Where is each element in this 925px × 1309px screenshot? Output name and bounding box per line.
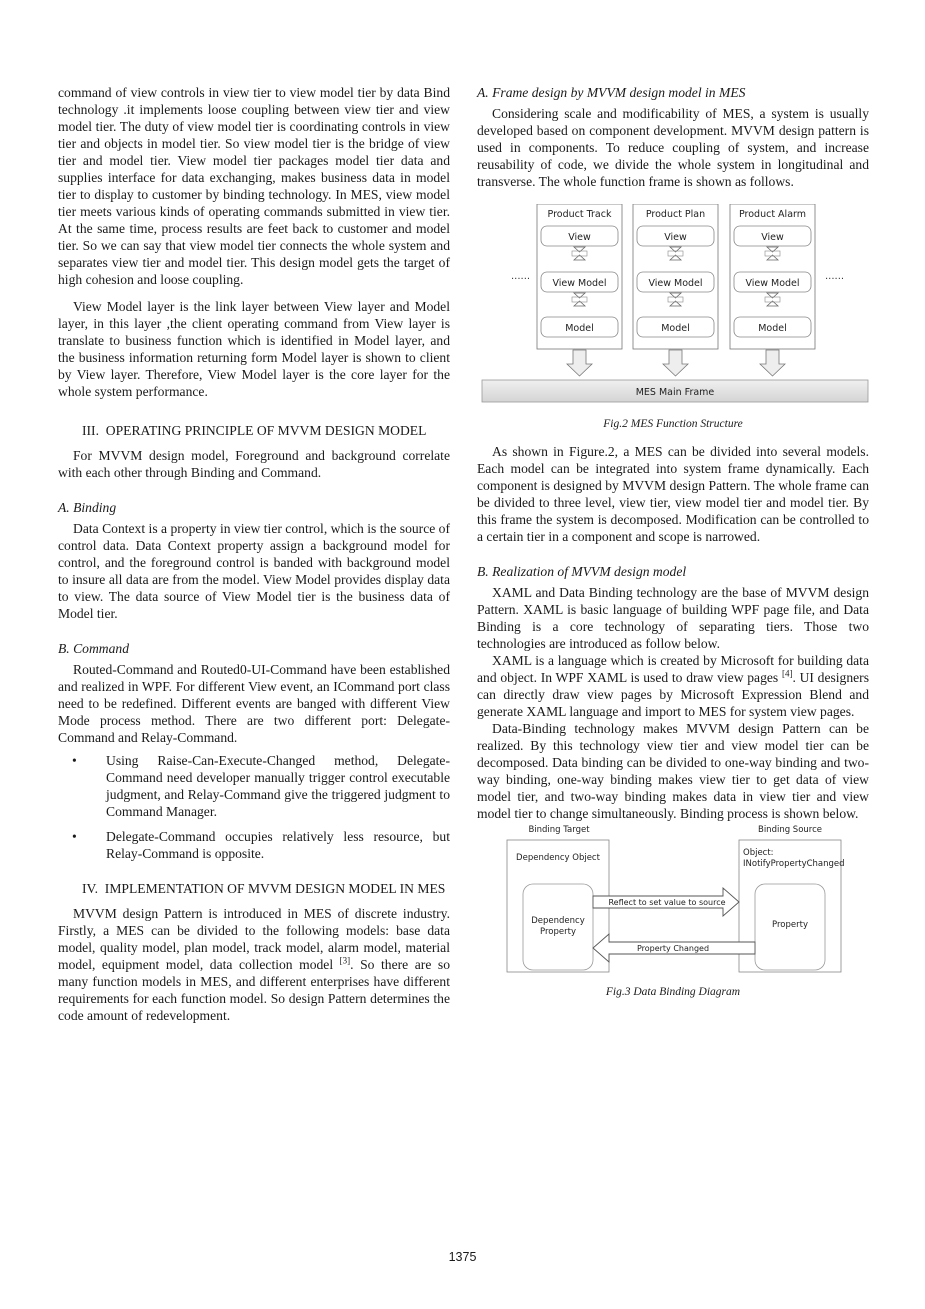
- paragraph: MVVM design Pattern is introduced in MES of discrete industry. Firstly, a MES can be divided to the following models: base data model, quality model, plan model, track model, alarm model, material model, equipment model, data collection model [3]. So there are so many function models in MES, and different enterprises have different requirements for each function model. So design Pattern determines the code amount of redevelopment.: [58, 906, 450, 1023]
- figure-caption: Fig.2 MES Function Structure: [603, 418, 743, 430]
- paragraph: command of view controls in view tier to view model tier by data Bind technology .it implements loose coupling between view tier and view model tier. The duty of view model tier is coordinating controls in view tier and objects in model tier. So view model tier is the bridge of view tier and model tier. View model tier packages model tier data and supplies interface for data exchanging, makes business data in model tier to display to customer by binding technology. In MES, view model tier meets various kinds of operating commands submitted in view tier. At the same time, process results are feet back to customer and model tier. So we can say that view model tier connects the whole system and separates view tier and model tier. This design model gets the target of high cohesion and loose coupling.: [58, 85, 450, 287]
- column-title: Product Plan: [645, 209, 706, 220]
- paragraph: Routed-Command and Routed0-UI-Command have been established and realized in WPF. For different View event, an ICommand port class need to be redefined. Different events are banged with different View Mode process method. There are two different port: Delegate-Command and Relay-Command.: [58, 662, 450, 745]
- object-label: Object:: [743, 848, 774, 858]
- diagram-data-binding: [477, 824, 869, 982]
- paragraph: XAML and Data Binding technology are the base of MVVM design Pattern. XAML is basic language of building WPF page file, and Data Binding is a core technology of separating tiers. Those two technologies are introduced as follow below.: [477, 585, 869, 651]
- figure-data-binding-diagram: [477, 824, 869, 982]
- section-heading-4: IV. IMPLEMENTATION OF MVVM DESIGN MODEL IN MES: [82, 881, 446, 896]
- section-heading-3: III. OPERATING PRINCIPLE OF MVVM DESIGN MODEL: [82, 423, 427, 438]
- svg-text:Reflect to set value to source: Reflect to set value to source: [608, 898, 726, 907]
- paragraph: View Model layer is the link layer between View layer and Model layer, in this layer ,the client operating command from View layer is translate to business function which is identified in Model layer, and the business information returning form Model layer is shown to client by View layer. Therefore, View Model layer is the core layer for the whole system performance.: [58, 299, 450, 399]
- citation: [4]: [781, 668, 793, 679]
- inotify-label: INotifyPropertyChanged: [743, 859, 845, 869]
- component-column-product-plan: [633, 204, 718, 376]
- svg-text:View: View: [664, 232, 687, 243]
- down-arrow: [760, 350, 785, 376]
- svg-text:Model: Model: [565, 323, 594, 334]
- svg-text:View Model: View Model: [648, 278, 703, 289]
- column-title: Product Alarm: [738, 209, 807, 220]
- down-arrow: [567, 350, 592, 376]
- page-number: 1375: [448, 1250, 477, 1264]
- svg-text:View Model: View Model: [745, 278, 800, 289]
- svg-text:View: View: [761, 232, 784, 243]
- subsection-heading-realization: B. Realization of MVVM design model: [477, 564, 687, 579]
- list-item: • Using Raise-Can-Execute-Changed method, Delegate-Command need developer manually trigger control executable judgment, and Relay-Command give the triggered judgment to Command Manager.: [72, 753, 450, 819]
- svg-text:Property Changed: Property Changed: [636, 944, 710, 953]
- svg-text:View Model: View Model: [552, 278, 607, 289]
- paragraph: For MVVM design model, Foreground and background correlate with each other through Binding and Command.: [58, 448, 450, 480]
- svg-text:Property: Property: [772, 920, 808, 930]
- subsection-heading-binding: A. Binding: [58, 500, 117, 515]
- bullet-icon: •: [72, 829, 77, 844]
- paragraph: Considering scale and modificability of MES, a system is usually developed based on component development. MVVM design pattern is used in components. To reduce coupling of system, and increase reusability of code, we divide the whole system in longitudinal and transverse. The whole function frame is shown as follows.: [477, 106, 869, 189]
- ellipsis-right: ......: [825, 271, 845, 282]
- binding-source-label: Binding Source: [757, 825, 823, 835]
- mes-main-frame-label: MES Main Frame: [635, 387, 715, 398]
- left-column: [58, 84, 450, 1024]
- paragraph: Data-Binding technology makes MVVM design Pattern can be realized. By this technology view tier and view model tier can be decomposed. Data binding can be divided to one-way binding and two-way binding, one-way binding makes view tier to get data of view model tier, and two-way binding makes data in view tier and view model tier to change simultaneously. Binding process is shown below.: [477, 721, 869, 821]
- bullet-icon: •: [72, 753, 77, 768]
- svg-text:Dependency: Dependency: [531, 916, 585, 926]
- citation: [3]: [339, 955, 351, 966]
- diagram-mes-function-structure: [477, 204, 869, 414]
- svg-text:View: View: [568, 232, 591, 243]
- figure-caption: Fig.3 Data Binding Diagram: [605, 986, 741, 998]
- bullet-list: [58, 752, 450, 862]
- right-column: [477, 84, 869, 1001]
- binding-target-label: Binding Target: [528, 825, 590, 835]
- component-column-product-track: [537, 204, 622, 376]
- subsection-heading-command: B. Command: [58, 641, 129, 656]
- subsection-heading-frame-design: A. Frame design by MVVM design model in MES: [477, 85, 746, 100]
- paragraph: As shown in Figure.2, a MES can be divided into several models. Each model can be integrated into system frame dynamically. Each component is designed by MVVM design Pattern. The whole frame can be divided to three level, view tier, view model tier and model tier. By this frame the system is decomposed. Modification can be controlled to a certain tier in a component and scope is narrowed.: [477, 444, 869, 544]
- paragraph: XAML is a language which is created by Microsoft for building data and object. In WPF XAML is used to draw view pages [4]. UI designers can directly draw view pages by Microsoft Expression Blend and generate XAML language and import to MES for system view pages.: [477, 653, 869, 719]
- down-arrow: [663, 350, 688, 376]
- component-column-product-alarm: [730, 204, 815, 376]
- list-item: • Delegate-Command occupies relatively less resource, but Relay-Command is opposite.: [72, 829, 450, 861]
- svg-text:Model: Model: [758, 323, 787, 334]
- paragraph: Data Context is a property in view tier control, which is the source of control data. Data Context property assign a background model for control, and the foreground control is banded with background model to insure all data are from the model. View Model provides display data to view. The data source of View Model tier is the business data of Model tier.: [58, 521, 450, 621]
- dependency-object-label: Dependency Object: [516, 853, 600, 863]
- column-title: Product Track: [547, 209, 612, 220]
- svg-text:Model: Model: [661, 323, 690, 334]
- figure-mes-function-structure: [477, 204, 869, 414]
- ellipsis-left: ......: [511, 271, 531, 282]
- svg-text:Property: Property: [540, 927, 576, 937]
